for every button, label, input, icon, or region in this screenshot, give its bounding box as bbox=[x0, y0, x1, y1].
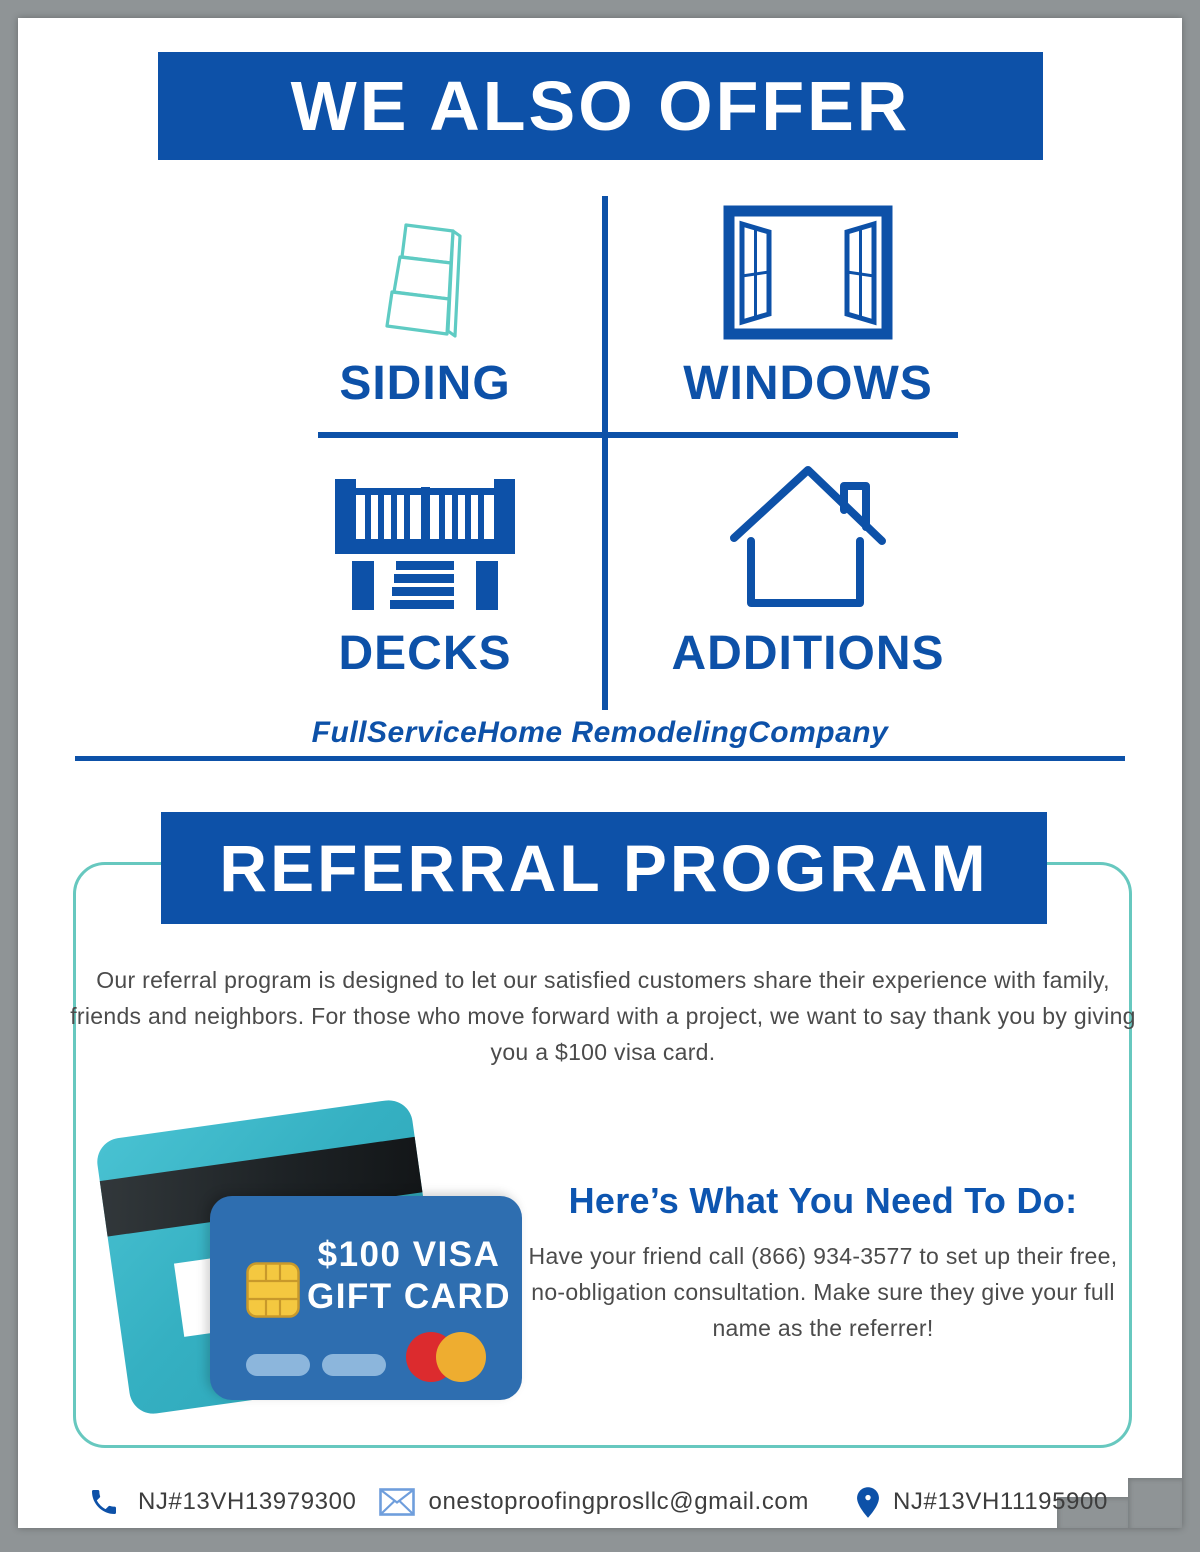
mastercard-yellow-circle bbox=[436, 1332, 486, 1382]
card-chip-icon bbox=[246, 1262, 300, 1318]
open-window-icon bbox=[723, 198, 893, 340]
gift-card-title bbox=[306, 1234, 512, 1318]
service-label-windows: WINDOWS bbox=[683, 357, 933, 410]
gift-card-line2: GIFT CARD bbox=[306, 1277, 512, 1316]
gift-cards-illustration bbox=[96, 1104, 556, 1424]
company-tagline: FullServiceHome RemodelingCompany bbox=[311, 716, 889, 749]
house-outline-icon bbox=[728, 468, 888, 610]
service-label-additions: ADDITIONS bbox=[671, 627, 945, 680]
service-cell-windows bbox=[593, 198, 1023, 408]
service-cell-additions bbox=[593, 468, 1023, 678]
referral-banner bbox=[161, 812, 1047, 924]
phone-license: NJ#13VH13979300 bbox=[138, 1488, 357, 1515]
page-corner-step bbox=[1128, 1478, 1182, 1528]
email-icon bbox=[379, 1488, 415, 1516]
top-banner bbox=[158, 52, 1043, 160]
phone-icon bbox=[88, 1486, 120, 1518]
flyer-page bbox=[18, 18, 1182, 1528]
gift-card-line1: $100 VISA bbox=[317, 1235, 501, 1274]
location-icon bbox=[855, 1486, 881, 1519]
card-number-pill bbox=[246, 1354, 310, 1376]
service-label-siding: SIDING bbox=[339, 357, 511, 410]
siding-icon bbox=[375, 198, 475, 340]
steps-heading: Here’s What You Need To Do: bbox=[568, 1180, 1078, 1221]
steps-section bbox=[523, 1180, 1123, 1346]
top-banner-title: WE ALSO OFFER bbox=[290, 67, 911, 145]
location-license: NJ#13VH11195900 bbox=[892, 1488, 1108, 1515]
deck-stairs-icon bbox=[335, 468, 515, 610]
steps-body: Have your friend call (866) 934-3577 to set up their free, no-obligation consultation. Make sure they give your full name as the referrer! bbox=[528, 1243, 1118, 1341]
section-divider bbox=[75, 756, 1125, 761]
service-cell-decks bbox=[210, 468, 640, 678]
card-number-pill bbox=[322, 1354, 386, 1376]
service-label-decks: DECKS bbox=[338, 627, 512, 680]
referral-banner-title: REFERRAL PROGRAM bbox=[219, 831, 989, 905]
service-cell-siding bbox=[210, 198, 640, 408]
grid-divider-horizontal bbox=[318, 432, 958, 438]
front-gift-card bbox=[210, 1196, 522, 1400]
footer bbox=[88, 1480, 1108, 1524]
email-text: onestoproofingprosllc@gmail.com bbox=[428, 1488, 809, 1515]
referral-intro: Our referral program is designed to let our satisfied customers share their experience with family, friends and neighbors. For those who move forward with a project, we want to say thank you by giving you a $100 visa card. bbox=[70, 967, 1136, 1065]
